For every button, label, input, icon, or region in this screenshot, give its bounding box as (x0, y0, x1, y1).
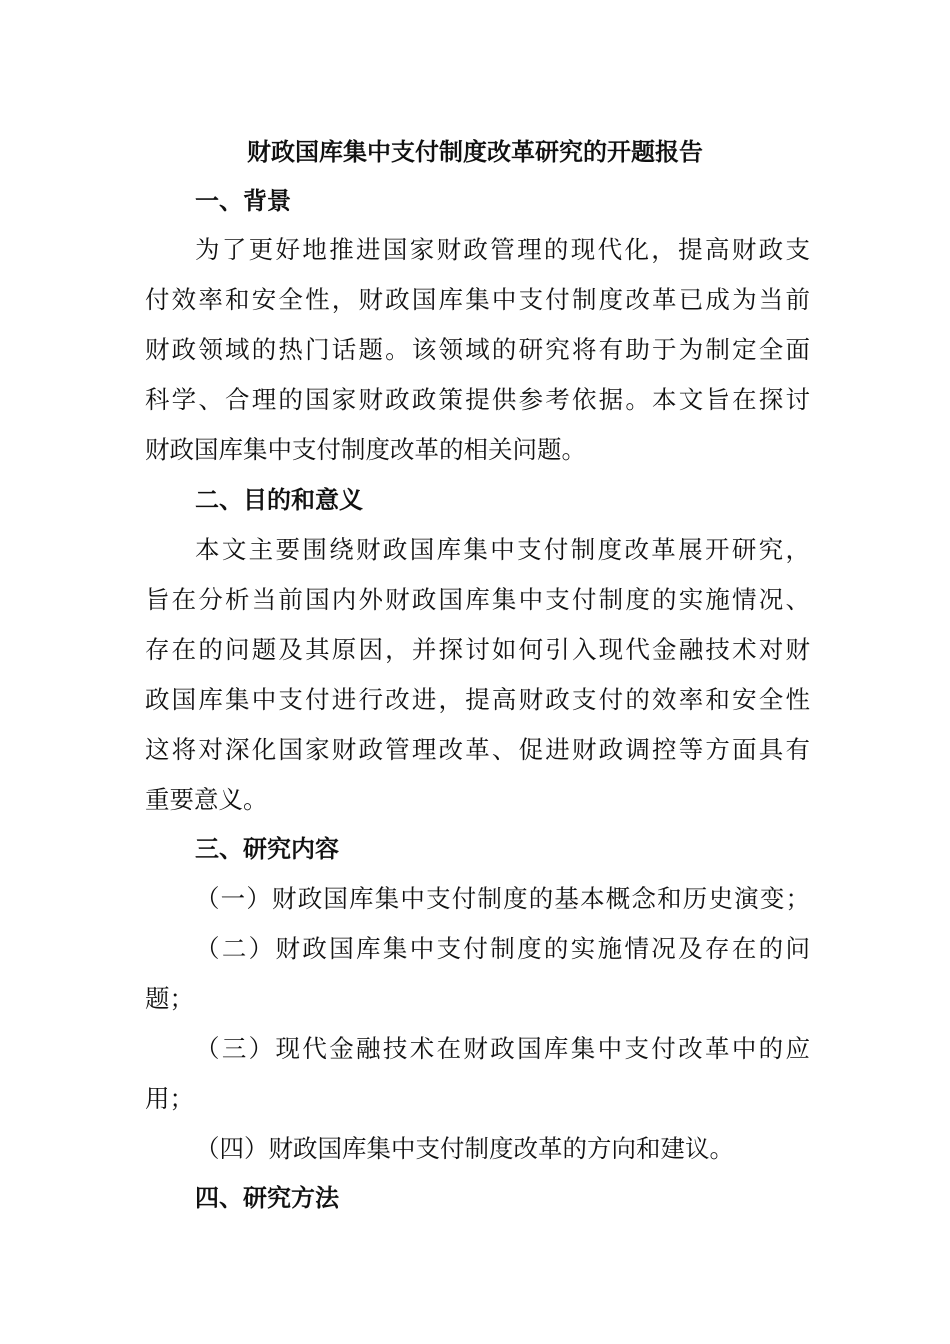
paragraph-line: 政国库集中支付进行改进，提高财政支付的效率和安全性 (145, 685, 810, 714)
list-item-continuation: 题； (145, 984, 194, 1013)
paragraph-line: 本文主要围绕财政国库集中支付制度改革展开研究， (195, 535, 810, 564)
paragraph-line: 存在的问题及其原因，并探讨如何引入现代金融技术对财 (145, 635, 810, 664)
list-item-continuation: 用； (145, 1084, 194, 1113)
document-title: 财政国库集中支付制度改革研究的开题报告 (247, 138, 703, 166)
section-heading-purpose: 二、目的和意义 (195, 486, 363, 514)
paragraph-line: 旨在分析当前国内外财政国库集中支付制度的实施情况、 (145, 585, 810, 614)
paragraph-line: 这将对深化国家财政管理改革、促进财政调控等方面具有 (145, 735, 810, 764)
paragraph-line: 为了更好地推进国家财政管理的现代化，提高财政支 (195, 235, 810, 264)
list-item: （一）财政国库集中支付制度的基本概念和历史演变； (195, 884, 810, 913)
section-heading-research-content: 三、研究内容 (195, 835, 339, 863)
list-item: （三）现代金融技术在财政国库集中支付改革中的应 (195, 1034, 810, 1063)
list-item: （四）财政国库集中支付制度改革的方向和建议。 (195, 1134, 734, 1163)
paragraph-line: 重要意义。 (145, 785, 268, 814)
section-heading-research-method: 四、研究方法 (195, 1184, 339, 1212)
paragraph-line: 付效率和安全性，财政国库集中支付制度改革已成为当前 (145, 285, 810, 314)
section-heading-background: 一、背景 (195, 187, 291, 215)
paragraph-line: 科学、合理的国家财政政策提供参考依据。本文旨在探讨 (145, 385, 810, 414)
list-item: （二）财政国库集中支付制度的实施情况及存在的问 (195, 934, 810, 963)
paragraph-line: 财政国库集中支付制度改革的相关问题。 (145, 435, 586, 464)
paragraph-line: 财政领域的热门话题。该领域的研究将有助于为制定全面 (145, 335, 810, 364)
